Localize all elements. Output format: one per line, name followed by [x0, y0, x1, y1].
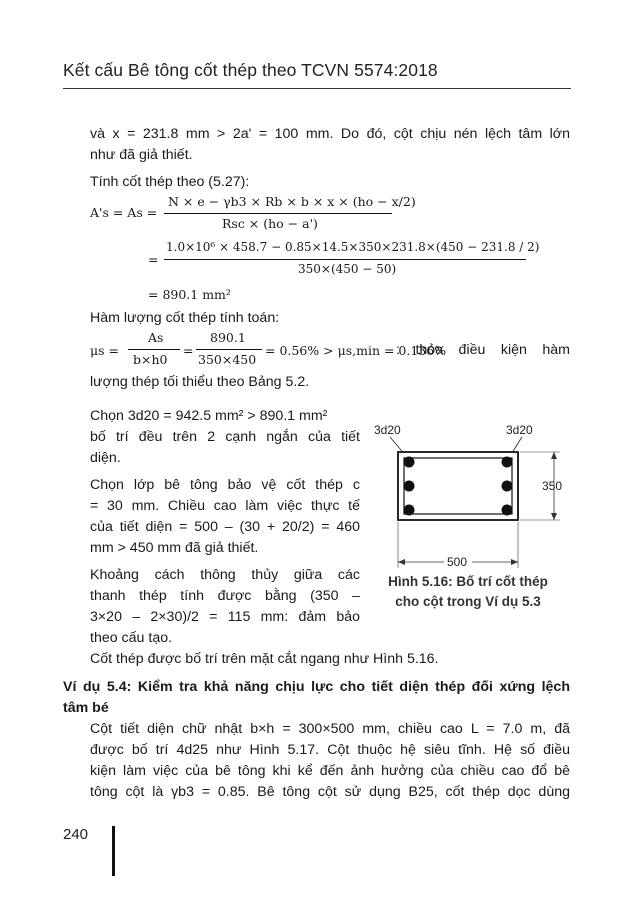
para1-line2: như đã giả thiết.: [90, 147, 193, 163]
figure-caption-line2: cho cột trong Ví dụ 5.3: [395, 594, 541, 609]
rebar-left-top: [404, 457, 415, 468]
eq1-line2-fraction-bar: [164, 259, 526, 260]
para6-line2: = 30 mm. Chiều cao làm việc thực tế: [90, 498, 360, 514]
running-header: Kết cấu Bê tông cốt thép theo TCVN 5574:2018: [63, 60, 438, 80]
para7-line4: theo cấu tạo.: [90, 630, 173, 646]
dim-width-arrow-left: [398, 559, 405, 565]
para5-line1: Chọn 3d20 = 942.5 mm² > 890.1 mm²: [90, 408, 328, 424]
eq2-frac2-bar: [196, 349, 262, 350]
para6-line4: mm > 450 mm đã giả thiết.: [90, 540, 259, 556]
eq1-lhs: A's = As =: [90, 205, 158, 220]
eq2-equals: =: [183, 343, 194, 358]
eq1-line2-denominator: 350×(450 − 50): [298, 262, 397, 276]
para6-line1: Chọn lớp bê tông bảo vệ cốt thép c: [90, 477, 360, 493]
para6-line3: của tiết diện = 500 – (30 + 20/2) = 460: [90, 519, 360, 535]
rebar-right-mid: [502, 481, 513, 492]
para5-line3: diện.: [90, 450, 121, 466]
example-title-line2: tâm bé: [63, 700, 109, 716]
example-line2: được bố trí 4d25 như Hình 5.17. Cột thuộc hệ siêu tĩnh. Hệ số điều: [90, 742, 570, 758]
eq2-after-text: : thỏa điều kiện hàm: [396, 342, 570, 358]
eq1-denominator: Rsc × (ho − a'): [222, 216, 318, 231]
column-outline: [398, 452, 518, 520]
eq1-numerator: N × e − γb3 × Rb × b × x × (ho − x/2): [168, 194, 416, 209]
figure-label-right: 3d20: [506, 423, 533, 437]
page-number-bar: [112, 826, 115, 876]
example-line3: kiện làm việc của bê tông khi kể đến ảnh hưởng của chiều cao đổ bê: [90, 763, 570, 779]
eq2-frac2-den: 350×450: [198, 352, 257, 367]
para8: Cốt thép được bố trí trên mặt cắt ngang như Hình 5.16.: [90, 651, 439, 667]
figure-caption-line1: Hình 5.16: Bố trí cốt thép: [388, 574, 548, 589]
header-rule: [63, 88, 571, 89]
dim-width-label: 500: [447, 555, 468, 569]
rebar-right-bottom: [502, 505, 513, 516]
example-line1: Cột tiết diện chữ nhật b×h = 300×500 mm, chiều cao L = 7.0 m, đã: [90, 721, 570, 737]
para3: Hàm lượng cốt thép tính toán:: [90, 310, 280, 326]
rebar-left-mid: [404, 481, 415, 492]
eq1-line2-numerator: 1.0×10⁶ × 458.7 − 0.85×14.5×350×231.8×(450 − 231.8 / 2): [166, 240, 540, 254]
eq2-frac1-bar: [128, 349, 180, 350]
dim-height-arrow-bottom: [551, 513, 557, 520]
figure-5-16: [370, 418, 570, 593]
column-section-diagram: [370, 418, 570, 588]
dim-height-label: 350: [542, 479, 563, 493]
eq2-tail: = 0.56% > μs,min = 0.136%: [265, 343, 447, 358]
example-title-line1: Ví dụ 5.4: Kiểm tra khả năng chịu lực cho tiết diện thép đối xứng lệch: [63, 679, 570, 695]
dim-height-arrow-top: [551, 452, 557, 459]
dim-width-arrow-right: [511, 559, 518, 565]
eq1-fraction-bar: [164, 213, 392, 214]
eq1-line2-equals: =: [148, 252, 159, 267]
eq2-frac1-num: As: [148, 330, 164, 345]
example-line4: tông cột là γb3 = 0.85. Bê tông cột sử dụng B25, cốt thép dọc dùng: [90, 784, 570, 800]
para2: Tính cốt thép theo (5.27):: [90, 174, 250, 190]
eq2-frac1-den: b×h0: [133, 352, 168, 367]
eq1-result: = 890.1 mm²: [148, 287, 231, 302]
figure-label-left: 3d20: [374, 423, 401, 437]
para7-line2: thanh thép tính được bằng (350 –: [90, 588, 360, 604]
para5-line2: bố trí đều trên 2 cạnh ngắn của tiết: [90, 429, 360, 445]
para4: lượng thép tối thiểu theo Bảng 5.2.: [90, 374, 310, 390]
eq2-mu: μs =: [90, 343, 119, 358]
page-number: 240: [63, 826, 89, 843]
para7-line3: 3×20 – 2×30)/2 = 115 mm: đảm bảo: [90, 609, 360, 625]
rebar-left-bottom: [404, 505, 415, 516]
para7-line1: Khoảng cách thông thủy giữa các: [90, 567, 360, 583]
para1-line1: và x = 231.8 mm > 2a' = 100 mm. Do đó, cột chịu nén lệch tâm lớn: [90, 126, 570, 142]
eq2-frac2-num: 890.1: [210, 330, 246, 345]
rebar-right-top: [502, 457, 513, 468]
